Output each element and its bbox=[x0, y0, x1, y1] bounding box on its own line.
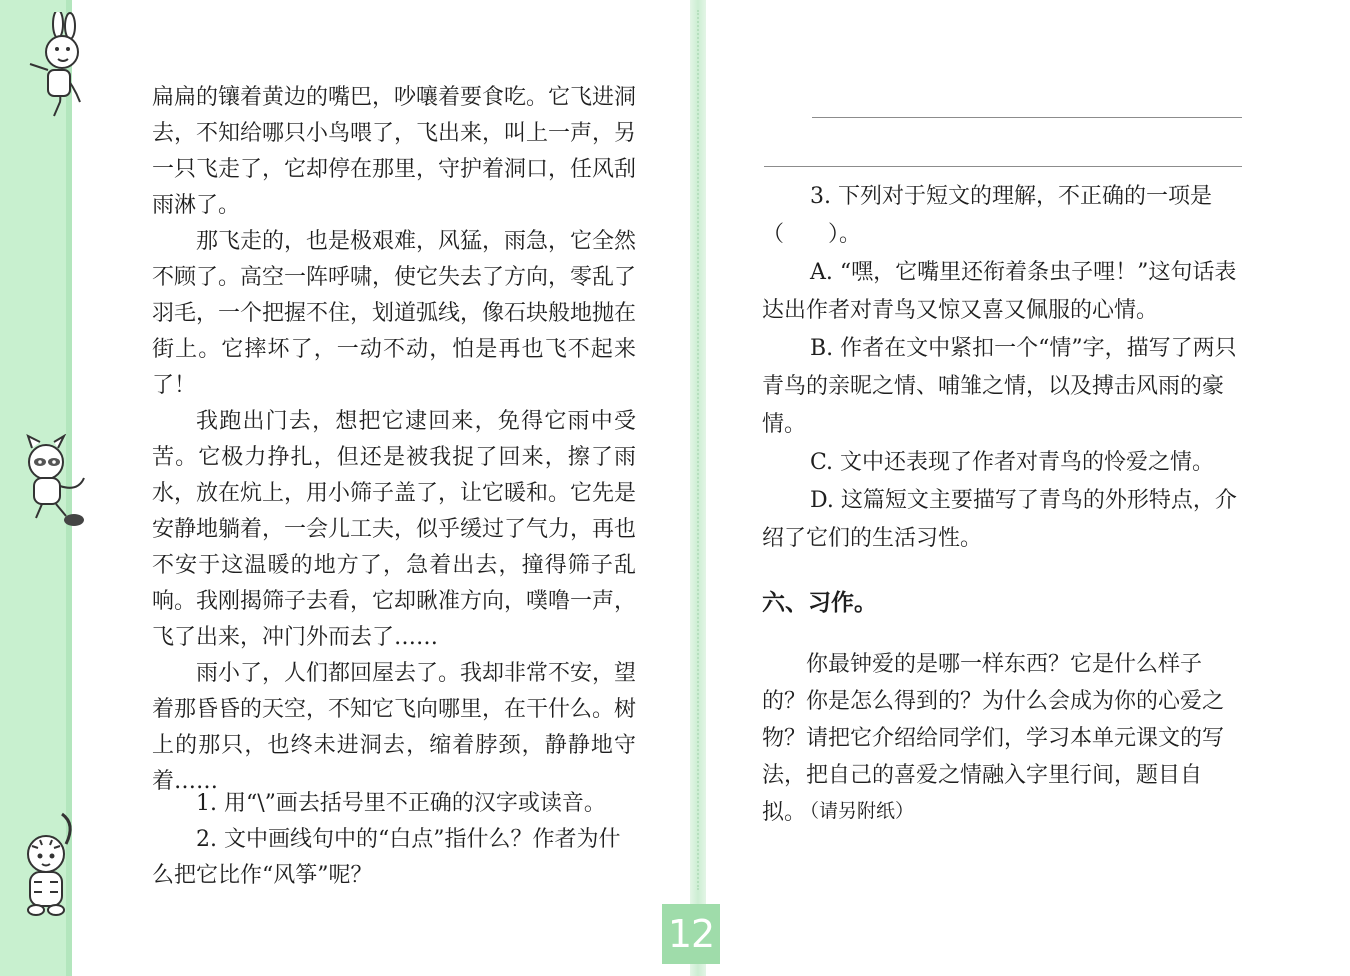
question-2: 2. 文中画线句中的“白点”指什么？作者为什么把它比作“风筝”呢？ bbox=[152, 827, 621, 888]
questions-block bbox=[152, 786, 636, 894]
question-3-block bbox=[762, 178, 1240, 558]
section-title: 六、习作。 bbox=[762, 590, 877, 616]
page-number-box bbox=[662, 904, 720, 964]
answer-line-1[interactable] bbox=[812, 117, 1242, 118]
page-number: 12 bbox=[667, 912, 715, 956]
rabbit-mascot-icon bbox=[18, 12, 86, 124]
story-text bbox=[152, 80, 636, 800]
essay-prompt: 你最钟爱的是哪一样东西？它是什么样子的？你是怎么得到的？为什么会成为你的心爱之物？请把它介绍给同学们，学习本单元课文的写法，把自己的喜爱之情融入字里行间，题目自拟。 bbox=[762, 652, 1225, 825]
answer-line-2[interactable] bbox=[764, 166, 1242, 167]
story-paragraph-2: 那飞走的，也是极艰难，风猛，雨急，它全然不顾了。高空一阵呼啸，使它失去了方向，零乱了羽毛，一个把握不住，划道弧线，像石块般地抛在街上。它摔坏了，一动不动，怕是再也飞不起来了！ bbox=[152, 229, 637, 398]
attach-paper-note: （请另附纸） bbox=[800, 800, 915, 822]
option-a: A. “嘿，它嘴里还衔着条虫子哩！”这句话表达出作者对青鸟又惊又喜又佩服的心情。 bbox=[762, 260, 1237, 323]
gutter-divider bbox=[697, 10, 701, 890]
raccoon-mascot-icon bbox=[12, 434, 90, 532]
tiger-mascot-icon bbox=[16, 810, 80, 924]
question-3-stem: 3. 下列对于短文的理解，不正确的一项是（ ）。 bbox=[762, 184, 1212, 247]
option-b: B. 作者在文中紧扣一个“情”字，描写了两只青鸟的亲昵之情、哺雏之情，以及搏击风雨的豪情。 bbox=[762, 336, 1237, 437]
question-1: 1. 用“\”画去括号里不正确的汉字或读音。 bbox=[196, 791, 606, 816]
story-paragraph-1: 扁扁的镶着黄边的嘴巴，吵嚷着要食吃。它飞进洞去，不知给哪只小鸟喂了，飞出来，叫上一声，另一只飞走了，它却停在那里，守护着洞口，任风刮雨淋了。 bbox=[152, 85, 637, 218]
option-c: C. 文中还表现了作者对青鸟的怜爱之情。 bbox=[810, 450, 1215, 475]
story-paragraph-3: 我跑出门去，想把它逮回来，免得它雨中受苦。它极力挣扎，但还是被我捉了回来，擦了雨水，放在炕上，用小筛子盖了，让它暖和。它先是安静地躺着，一会儿工夫，似乎缓过了气力，再也不安于这温暖的地方了，急着出去，撞得筛子乱响。我刚揭筛子去看，它却瞅准方向，噗噜一声，飞了出来，冲门外而去了…… bbox=[152, 409, 637, 650]
option-d: D. 这篇短文主要描写了青鸟的外形特点，介绍了它们的生活习性。 bbox=[762, 488, 1237, 551]
story-paragraph-4: 雨小了，人们都回屋去了。我却非常不安，望着那昏昏的天空，不知它飞向哪里，在干什么。树上的那只，也终未进洞去，缩着脖颈，静静地守着…… bbox=[152, 661, 637, 794]
